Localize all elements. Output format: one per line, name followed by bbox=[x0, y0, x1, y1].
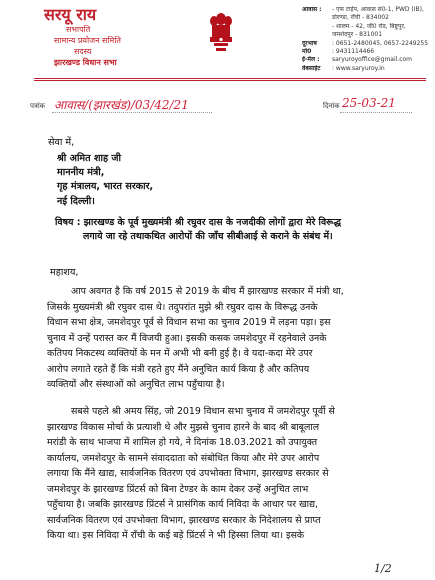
contact-row: डोरण्डा, राँची - 834002 bbox=[332, 14, 389, 22]
addressee-line: गृह मंत्रालय, भारत सरकार, bbox=[57, 181, 154, 192]
paragraph-line: जमशेदपुर के झारखण्ड प्रिंटर्स को बिना टेण्डर के काम देकर उन्हें अनुचित लाभ bbox=[47, 483, 309, 495]
paragraph-line: पहुँचाया है। जबकि झारखण्ड प्रिंटर्स ने प्रासंगिक कार्य निविदा के आधार पर खाद्य, bbox=[47, 499, 318, 510]
addressee-line: माननीय मंत्री, bbox=[57, 167, 105, 178]
reference-number: आवास/(झारखंड)/03/42/21 bbox=[54, 98, 189, 112]
paragraph-line: चुनाव में उन्हें परास्त कर मैं विजयी हुआ। इसकी कसक जमशेदपुर में रहनेवाले उनके bbox=[47, 332, 327, 344]
page-number: 1/2 bbox=[374, 562, 392, 575]
paragraph-line: लगाया कि मैंने खाद्य, सार्वजनिक वितरण एवं उपभोक्ता विभाग, झारखण्ड सरकार से bbox=[47, 468, 329, 479]
sender-name: सरयू राय bbox=[44, 5, 97, 24]
salutation: महाशय, bbox=[50, 267, 79, 278]
addressee-line: श्री अमित शाह जी bbox=[57, 153, 122, 164]
contact-row: - शालम - 42, जी0 रोड, बिष्टुपुर, bbox=[332, 22, 406, 30]
paragraph-line: जिसके मुख्यमंत्री श्री रघुवर दास थे। तदुपरांत मुझे श्री रघुवर दास के विरूद्ध उनके bbox=[47, 301, 318, 313]
contact-row: वेबसाईट : www.saryuroy.in bbox=[302, 64, 385, 72]
addressee-line: नई दिल्ली। bbox=[57, 196, 95, 207]
sender-title-2: सामान्य प्रयोजन समिति bbox=[54, 36, 121, 45]
contact-row: मो0 : 9431114466 bbox=[302, 48, 375, 56]
letterhead-divider bbox=[34, 78, 426, 79]
paragraph-line: आरोप लगाते रहते हैं कि मंत्री रहते हुए मैंने अनुचित कार्य किया है और कतिपय bbox=[47, 363, 310, 375]
paragraph-line: कतिपय निकटस्थ व्यक्तियों के मन में अभी भी बनी हुई है। वे यदा-कदा मेरे उपर bbox=[47, 348, 313, 359]
contact-row: जमशेदपुर - 831001 bbox=[332, 31, 383, 39]
contact-row: आवास : - एफ टाईप, आवास सं0-1, PWD (IB), bbox=[302, 6, 424, 13]
subject-line: विषय : झारखण्ड के पूर्व मुख्यमंत्री श्री रघुवर दास के नजदीकी लोगों द्वारा मेरे विरूद्ध bbox=[55, 217, 341, 228]
letterhead-divider bbox=[34, 80, 426, 81]
paragraph-line: सबसे पहले श्री अमय सिंह, जो 2019 विधान सभा चुनाव में जमशेदपुर पूर्वी से bbox=[71, 406, 335, 417]
sender-title-3: सदस्य bbox=[74, 47, 92, 56]
letterhead-contact bbox=[302, 6, 432, 73]
sender-title-1: सभापति bbox=[66, 25, 91, 34]
date-dotted-line bbox=[340, 112, 412, 113]
paragraph-line: कार्यालय, जमशेदपुर के सामने संवाददाता को संबोधित किया और मेरे उपर आरोप bbox=[47, 452, 320, 464]
reference-label: पत्रांक bbox=[30, 102, 46, 110]
sender-title-4: झारखण्ड विधान सभा bbox=[54, 58, 117, 67]
contact-row: ई-मेल : saryuroyoffice@gmail.com bbox=[302, 56, 413, 64]
paragraph-line: आप अवगत है कि वर्ष 2015 से 2019 के बीच मैं झारखण्ड सरकार में मंत्री था, bbox=[71, 286, 344, 297]
national-emblem-icon bbox=[206, 8, 236, 58]
date-label: दिनांक bbox=[323, 102, 340, 110]
subject-line: लगाये जा रहे तथाकथित आरोपों की जाँच सीबीआई से कराने के संबंध में। bbox=[83, 231, 333, 242]
date-value: 25-03-21 bbox=[342, 96, 396, 110]
paragraph-2 bbox=[47, 404, 413, 544]
paragraph-line: किया था। इस निविदा में राँची के कई बड़े प्रिंटर्स ने भी हिस्सा लिया था। इसके bbox=[47, 530, 305, 541]
paragraph-line: सार्वजनिक वितरण एवं उपभोक्ता विभाग, झारखण्ड सरकार के निदेशालय से प्राप्त bbox=[47, 514, 321, 526]
paragraph-line: झारखण्ड विकास मोर्चा के प्रत्याशी थे और मुझसे चुनाव हारने के बाद श्री बाबूलाल bbox=[47, 421, 320, 433]
paragraph-line: व्यक्तियों और संस्थाओं को अनुचित लाभ पहुँचाया है। bbox=[47, 379, 225, 390]
paragraph-line: मरांडी के साथ भाजपा में शामिल हो गये, ने दिनांक 18.03.2021 को उपायुक्त bbox=[47, 437, 318, 448]
subject bbox=[55, 216, 395, 244]
contact-row: दूरभाष : 0651-2480045, 0657-2249255 bbox=[302, 39, 429, 47]
addressee-line: सेवा में, bbox=[48, 137, 75, 148]
paragraph-line: विधान सभा क्षेत्र, जमशेदपुर पूर्व से विधान सभा का चुनाव 2019 में लड़ना पड़ा। इस bbox=[47, 317, 331, 328]
letterhead-sender bbox=[44, 6, 154, 68]
paragraph-1 bbox=[47, 284, 413, 393]
reference-dotted-line bbox=[52, 112, 212, 113]
